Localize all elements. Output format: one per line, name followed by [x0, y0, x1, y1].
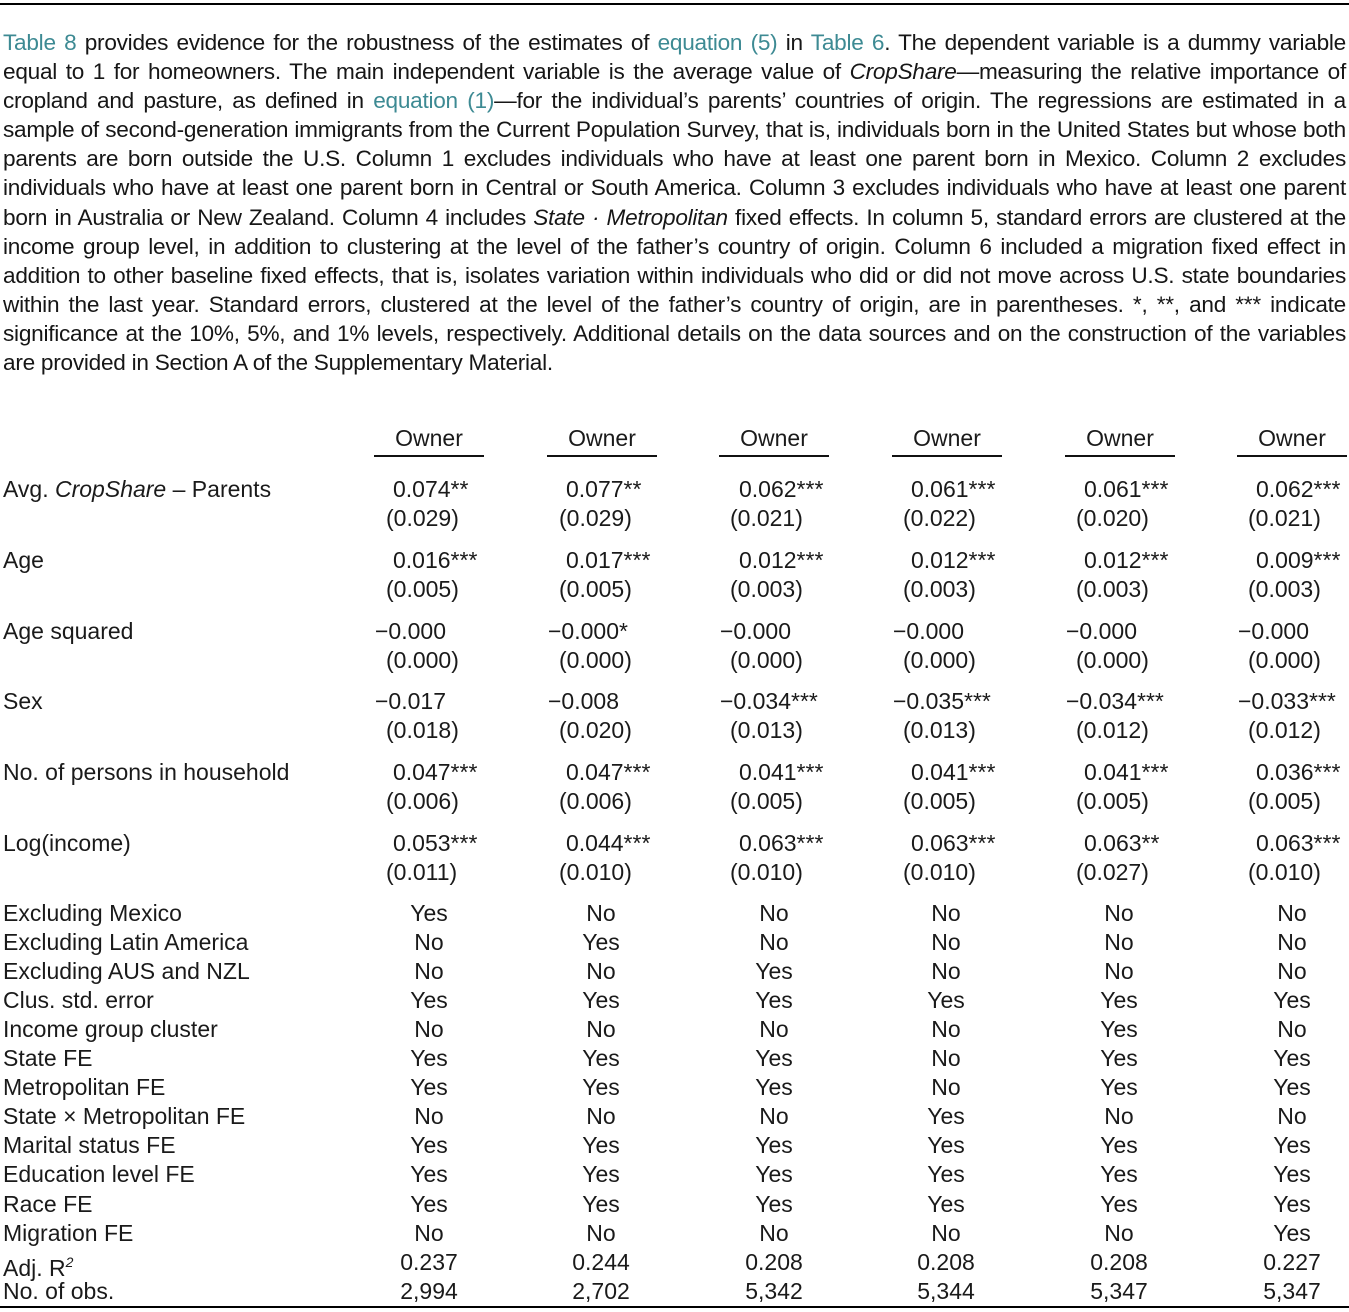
coefficient: 0.077**	[566, 476, 642, 502]
coefficient: −0.000	[720, 618, 791, 644]
row-label-text: Age	[3, 547, 44, 573]
table-cell: Yes	[755, 958, 793, 984]
standard-error: (0.020)	[559, 717, 632, 743]
coefficient: 0.017***	[566, 547, 651, 573]
table-cell: Yes	[410, 1132, 448, 1158]
coefficient: 0.061***	[911, 476, 996, 502]
table-cell: 5,344	[917, 1278, 975, 1304]
table-cell: No	[931, 958, 961, 984]
coefficient: 0.012***	[911, 547, 996, 573]
table-cell: No	[586, 1016, 616, 1042]
coefficient: −0.034***	[720, 688, 818, 714]
table-cell: No	[586, 900, 616, 926]
row-label-text: No. of obs.	[3, 1278, 115, 1304]
column-header: Owner	[740, 425, 808, 451]
table8-link[interactable]: Table 8	[3, 30, 77, 55]
coefficient: 0.062***	[739, 476, 824, 502]
table-cell: 5,342	[745, 1278, 803, 1304]
table-cell: Yes	[582, 1045, 620, 1071]
caption-text: in	[777, 30, 811, 55]
caption-text: fixed effects. In column 5, standard errors are clustered at the income group level, in addition to clustering at the level of the father’s country of origin. Column 6 included a migration fixed effect in addition to other baseline fixed effects, that is, isolates variation within individuals who did or did not move across U.S. state boundaries within the last year. Standard errors, clustered at the level of the father’s country of origin, are in parentheses. *, **, and *** indicate significance at the 10%, 5%, and 1% levels, respectively. Additional details on the data sources and on the construction of the variables are provided in Section A of the Supplementary Material.	[3, 204, 1346, 376]
coefficient: −0.008	[548, 688, 619, 714]
standard-error: (0.003)	[1248, 576, 1321, 602]
table-cell: Yes	[410, 900, 448, 926]
table-cell: No	[1277, 900, 1307, 926]
table-cell: No	[1104, 1220, 1134, 1246]
coefficient: −0.000	[1066, 618, 1137, 644]
coefficient: 0.041***	[911, 759, 996, 785]
row-label	[3, 617, 133, 646]
table-cell: Yes	[582, 1161, 620, 1187]
coefficient: 0.012***	[739, 547, 824, 573]
column-header-rule	[1065, 455, 1175, 457]
standard-error: (0.013)	[730, 717, 803, 743]
row-label	[3, 928, 248, 957]
table-cell: 0.227	[1263, 1249, 1321, 1275]
table-cell: No	[1104, 900, 1134, 926]
coefficient: −0.033***	[1238, 688, 1336, 714]
row-label-text: Excluding Latin America	[3, 929, 249, 955]
table-cell: 0.208	[917, 1249, 975, 1275]
coefficient: 0.063***	[739, 830, 824, 856]
standard-error: (0.010)	[559, 859, 632, 885]
table-cell: No	[414, 1103, 444, 1129]
standard-error: (0.005)	[1076, 788, 1149, 814]
standard-error: (0.029)	[559, 505, 632, 531]
standard-error: (0.000)	[903, 647, 976, 673]
table-cell: Yes	[1100, 1191, 1138, 1217]
table-cell: Yes	[1273, 1220, 1311, 1246]
table-cell: No	[1277, 929, 1307, 955]
table-cell: No	[414, 1016, 444, 1042]
table-cell: No	[414, 929, 444, 955]
row-label-italic: CropShare	[55, 476, 167, 502]
table-cell: Yes	[582, 987, 620, 1013]
table-cell: Yes	[1273, 1074, 1311, 1100]
standard-error: (0.005)	[386, 576, 459, 602]
row-label	[3, 899, 182, 928]
coefficient: 0.063**	[1084, 830, 1160, 856]
table-cell: Yes	[1273, 1161, 1311, 1187]
table-cell: Yes	[410, 1161, 448, 1187]
column-header: Owner	[395, 425, 463, 451]
coefficient: 0.047***	[393, 759, 478, 785]
coefficient: 0.074**	[393, 476, 469, 502]
row-label	[3, 546, 44, 575]
table-caption	[3, 28, 1346, 377]
row-label	[3, 1219, 133, 1248]
table-cell: No	[931, 1016, 961, 1042]
table-cell: No	[931, 1045, 961, 1071]
table-cell: Yes	[410, 1074, 448, 1100]
standard-error: (0.000)	[386, 647, 459, 673]
table-cell: Yes	[410, 1045, 448, 1071]
table-cell: Yes	[927, 1191, 965, 1217]
column-header-rule	[374, 455, 484, 457]
table-cell: No	[759, 1103, 789, 1129]
standard-error: (0.003)	[1076, 576, 1149, 602]
row-label	[3, 1073, 165, 1102]
standard-error: (0.022)	[903, 505, 976, 531]
table-cell: Yes	[582, 1191, 620, 1217]
table-cell: Yes	[1100, 987, 1138, 1013]
row-label	[3, 1015, 218, 1044]
row-label	[3, 1102, 245, 1131]
table-cell: 5,347	[1263, 1278, 1321, 1304]
table-cell: Yes	[1273, 1132, 1311, 1158]
standard-error: (0.012)	[1076, 717, 1149, 743]
row-label-text: Race FE	[3, 1191, 93, 1217]
row-label	[3, 1190, 92, 1219]
table-cell: Yes	[410, 987, 448, 1013]
table-cell: 2,702	[572, 1278, 630, 1304]
table-cell: Yes	[1273, 1191, 1311, 1217]
table-cell: 5,347	[1090, 1278, 1148, 1304]
row-label-text: Excluding Mexico	[3, 900, 182, 926]
standard-error: (0.000)	[559, 647, 632, 673]
row-label	[3, 1044, 92, 1073]
table-cell: No	[1277, 1016, 1307, 1042]
row-label-text: No. of persons in household	[3, 759, 290, 785]
standard-error: (0.000)	[1076, 647, 1149, 673]
row-label-text: Sex	[3, 688, 43, 714]
caption-text: —for the individual’s parents’ countries of origin. The regressions are estimated in a sample of second-generation immigrants from the Current Population Survey, that is, individuals born in the United States but whose both parents are born outside the U.S. Column 1 excludes individuals who have at least one parent born in Mexico. Column 2 excludes individuals who have at least one parent born in Central or South America. Column 3 excludes individuals who have at least one parent born in Australia or New Zealand. Column 4 includes	[3, 88, 1346, 230]
table-cell: 2,994	[400, 1278, 458, 1304]
standard-error: (0.005)	[559, 576, 632, 602]
standard-error: (0.010)	[903, 859, 976, 885]
coefficient: 0.063***	[911, 830, 996, 856]
row-label-superscript: 2	[65, 1254, 74, 1270]
row-label-text: Log(income)	[3, 830, 131, 856]
table-cell: Yes	[1100, 1074, 1138, 1100]
standard-error: (0.012)	[1248, 717, 1321, 743]
table-cell: No	[1104, 1103, 1134, 1129]
row-label	[3, 1160, 195, 1189]
equation1-link[interactable]: equation (1)	[373, 88, 495, 114]
table-cell: 0.208	[1090, 1249, 1148, 1275]
coefficient: 0.009***	[1256, 547, 1341, 573]
column-header-rule	[1237, 455, 1347, 457]
cropshare-term: CropShare	[849, 59, 957, 85]
table-cell: No	[759, 1016, 789, 1042]
coefficient: 0.047***	[566, 759, 651, 785]
coefficient: −0.017	[375, 688, 446, 714]
row-label	[3, 1131, 176, 1160]
table-cell: Yes	[1100, 1045, 1138, 1071]
table-cell: No	[759, 900, 789, 926]
standard-error: (0.000)	[1248, 647, 1321, 673]
coefficient: 0.044***	[566, 830, 651, 856]
row-label-text: State FE	[3, 1045, 93, 1071]
row-label-text: Migration FE	[3, 1220, 134, 1246]
table-cell: No	[414, 958, 444, 984]
row-label	[3, 829, 131, 858]
row-label-text: Marital status FE	[3, 1132, 176, 1158]
table-cell: No	[586, 1103, 616, 1129]
table-cell: Yes	[1273, 1045, 1311, 1071]
coefficient: 0.036***	[1256, 759, 1341, 785]
coefficient: 0.063***	[1256, 830, 1341, 856]
table-cell: Yes	[755, 1045, 793, 1071]
standard-error: (0.010)	[730, 859, 803, 885]
standard-error: (0.027)	[1076, 859, 1149, 885]
table-cell: No	[1277, 958, 1307, 984]
table-cell: Yes	[1100, 1016, 1138, 1042]
caption-text: provides evidence for the robustness of the estimates of	[76, 30, 658, 55]
standard-error: (0.005)	[1248, 788, 1321, 814]
coefficient: −0.035***	[893, 688, 991, 714]
standard-error: (0.003)	[903, 576, 976, 602]
coefficient: 0.061***	[1084, 476, 1169, 502]
standard-error: (0.011)	[386, 859, 458, 885]
row-label	[3, 475, 271, 504]
coefficient: 0.053***	[393, 830, 478, 856]
table-cell: Yes	[1100, 1161, 1138, 1187]
table-cell: Yes	[1273, 987, 1311, 1013]
standard-error: (0.006)	[559, 788, 632, 814]
table-cell: Yes	[1100, 1132, 1138, 1158]
row-label	[3, 1277, 114, 1306]
standard-error: (0.029)	[386, 505, 459, 531]
row-label	[3, 957, 250, 986]
table-cell: Yes	[755, 1191, 793, 1217]
table-cell: Yes	[927, 1103, 965, 1129]
table-cell: No	[931, 1220, 961, 1246]
column-header: Owner	[1086, 425, 1154, 451]
table-cell: Yes	[582, 929, 620, 955]
coefficient: −0.000	[893, 618, 964, 644]
table-cell: Yes	[927, 987, 965, 1013]
table-cell: 0.208	[745, 1249, 803, 1275]
coefficient: 0.041***	[739, 759, 824, 785]
coefficient: 0.016***	[393, 547, 478, 573]
standard-error: (0.003)	[730, 576, 803, 602]
column-header: Owner	[913, 425, 981, 451]
standard-error: (0.018)	[386, 717, 459, 743]
table-cell: Yes	[755, 1161, 793, 1187]
row-label-text: Metropolitan FE	[3, 1074, 166, 1100]
table-cell: No	[1104, 958, 1134, 984]
table-cell: No	[931, 929, 961, 955]
caption-text: —measuring the relative importance of cropland and pasture, as defined in	[3, 59, 1346, 114]
coefficient: 0.012***	[1084, 547, 1169, 573]
table-cell: 0.237	[400, 1249, 458, 1275]
column-header-rule	[892, 455, 1002, 457]
table-cell: Yes	[755, 1132, 793, 1158]
row-label-text: Adj. R	[3, 1255, 66, 1281]
coefficient: −0.000	[375, 618, 446, 644]
row-label-text: Income group cluster	[3, 1016, 218, 1042]
row-label-text: Education level FE	[3, 1161, 195, 1187]
table-cell: Yes	[755, 1074, 793, 1100]
equation5-link[interactable]: equation (5)	[657, 30, 778, 55]
table-cell: No	[1277, 1103, 1307, 1129]
coefficient: 0.041***	[1084, 759, 1169, 785]
row-label-text: Excluding AUS and NZL	[3, 958, 250, 984]
coefficient: −0.000*	[548, 618, 628, 644]
row-label	[3, 687, 43, 716]
state-metropolitan-term: State · Metropolitan	[533, 204, 728, 230]
row-label-text: Clus. std. error	[3, 987, 154, 1013]
bottom-rule	[0, 1306, 1349, 1308]
table-cell: Yes	[927, 1132, 965, 1158]
coefficient: −0.034***	[1066, 688, 1164, 714]
table-cell: No	[586, 1220, 616, 1246]
row-label-text: Age squared	[3, 618, 134, 644]
table-cell: No	[759, 929, 789, 955]
table-cell: No	[931, 900, 961, 926]
table-cell: No	[586, 958, 616, 984]
standard-error: (0.010)	[1248, 859, 1321, 885]
table6-link[interactable]: Table 6	[810, 30, 885, 55]
row-label-text: Avg.	[3, 476, 55, 502]
standard-error: (0.021)	[1248, 505, 1321, 531]
standard-error: (0.005)	[730, 788, 803, 814]
coefficient: −0.000	[1238, 618, 1309, 644]
standard-error: (0.021)	[730, 505, 803, 531]
table-cell: No	[1104, 929, 1134, 955]
coefficient: 0.062***	[1256, 476, 1341, 502]
column-header: Owner	[1258, 425, 1326, 451]
row-label	[3, 758, 289, 787]
column-header: Owner	[568, 425, 636, 451]
table-cell: Yes	[755, 987, 793, 1013]
table-cell: Yes	[582, 1132, 620, 1158]
table-cell: No	[759, 1220, 789, 1246]
table-cell: Yes	[927, 1161, 965, 1187]
standard-error: (0.000)	[730, 647, 803, 673]
standard-error: (0.013)	[903, 717, 976, 743]
standard-error: (0.005)	[903, 788, 976, 814]
standard-error: (0.006)	[386, 788, 459, 814]
row-label-text: – Parents	[166, 476, 272, 502]
top-rule	[0, 3, 1349, 5]
table-cell: Yes	[582, 1074, 620, 1100]
table-cell: 0.244	[572, 1249, 630, 1275]
table-cell: No	[931, 1074, 961, 1100]
table-cell: Yes	[410, 1191, 448, 1217]
row-label	[3, 986, 154, 1015]
column-header-rule	[719, 455, 829, 457]
caption-text: . The dependent variable is a dummy variable equal to 1 for homeowners. The main independent variable is the average value of	[3, 30, 1346, 85]
column-header-rule	[547, 455, 657, 457]
row-label-text: State × Metropolitan FE	[3, 1103, 246, 1129]
standard-error: (0.020)	[1076, 505, 1149, 531]
table-cell: No	[414, 1220, 444, 1246]
